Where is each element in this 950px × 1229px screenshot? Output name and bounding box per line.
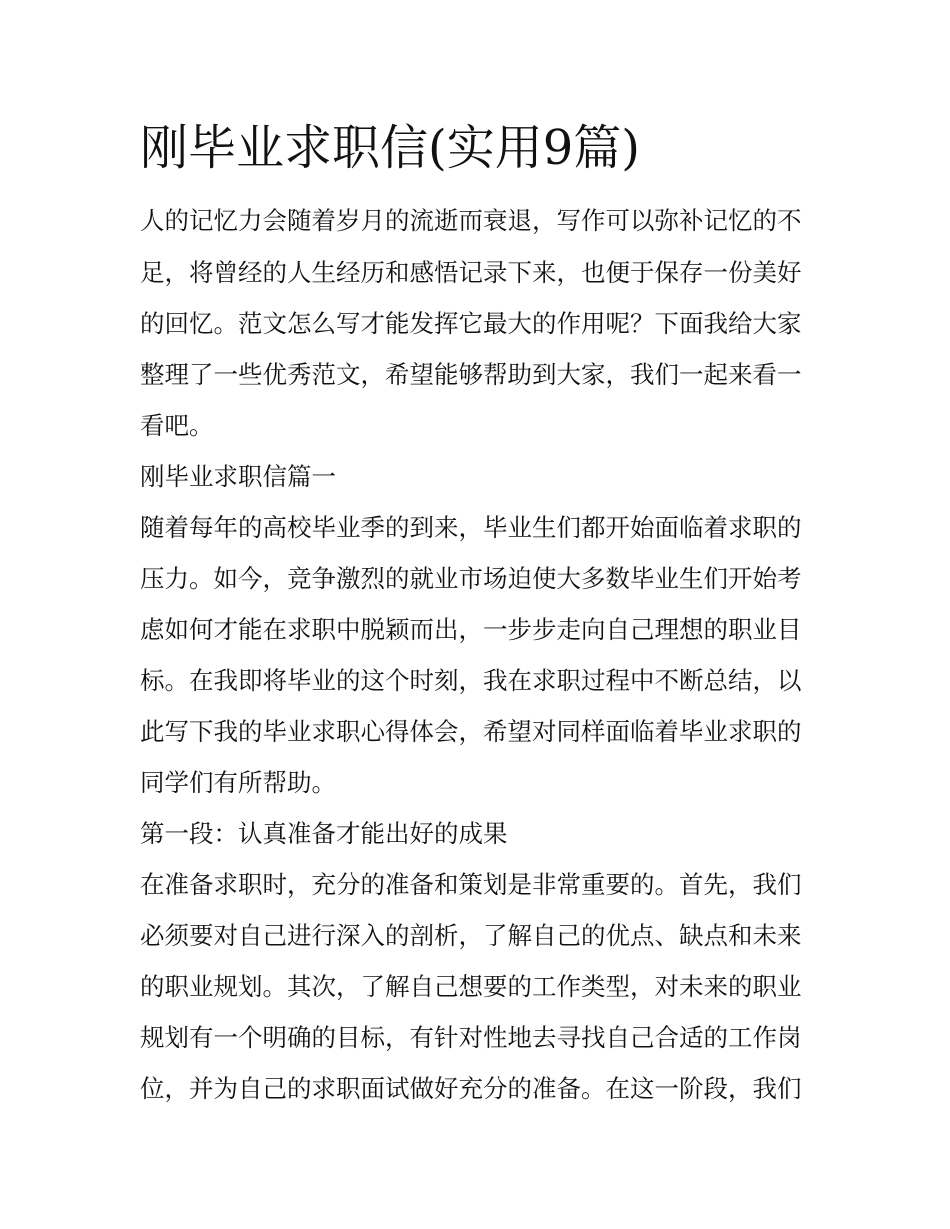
body-line: 整理了一些优秀范文，希望能够帮助到大家，我们一起来看一 (140, 360, 802, 389)
body-line: 同学们有所帮助。 (140, 768, 336, 797)
document-title: 刚毕业求职信(实用9篇) (140, 120, 640, 176)
body-line: 人的记忆力会随着岁月的流逝而衰退，写作可以弥补记忆的不 (140, 206, 802, 235)
body-line: 压力。如今，竞争激烈的就业市场迫使大多数毕业生们开始考 (140, 564, 802, 593)
body-line: 标。在我即将毕业的这个时刻，我在求职过程中不断总结，以 (140, 666, 802, 695)
body-line: 规划有一个明确的目标，有针对性地去寻找自己合适的工作岗 (140, 1023, 802, 1052)
section-heading: 刚毕业求职信篇一 (140, 462, 336, 491)
body-line: 看吧。 (140, 411, 214, 440)
body-line: 虑如何才能在求职中脱颖而出，一步步走向自己理想的职业目 (140, 615, 802, 644)
body-line: 的回忆。范文怎么写才能发挥它最大的作用呢？下面我给大家 (140, 309, 802, 338)
body-line: 随着每年的高校毕业季的到来，毕业生们都开始面临着求职的 (140, 513, 802, 542)
body-line: 必须要对自己进行深入的剖析，了解自己的优点、缺点和未来 (140, 921, 802, 950)
body-line: 的职业规划。其次，了解自己想要的工作类型，对未来的职业 (140, 972, 802, 1001)
body-line: 在准备求职时，充分的准备和策划是非常重要的。首先，我们 (140, 870, 802, 899)
body-line: 此写下我的毕业求职心得体会，希望对同样面临着毕业求职的 (140, 717, 802, 746)
body-line: 位，并为自己的求职面试做好充分的准备。在这一阶段，我们 (140, 1074, 802, 1103)
section-heading: 第一段：认真准备才能出好的成果 (140, 819, 508, 848)
body-line: 足，将曾经的人生经历和感悟记录下来，也便于保存一份美好 (140, 258, 802, 287)
